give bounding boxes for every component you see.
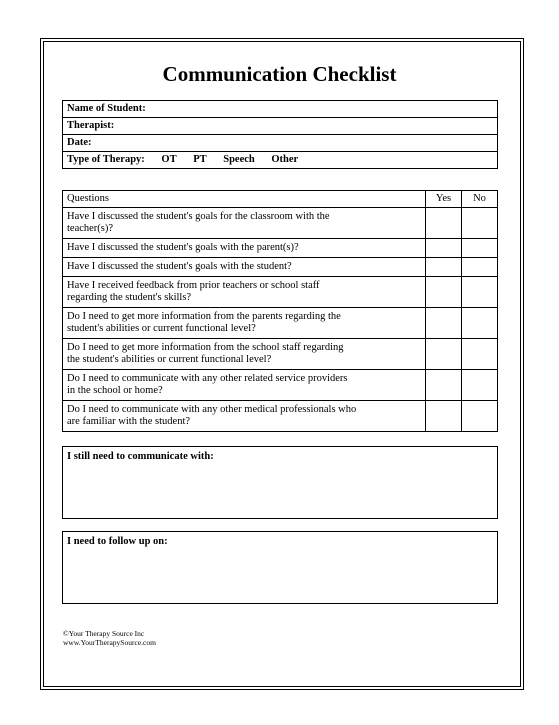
question-text: Do I need to get more information from the parents regarding the student's abilities or current functional level?	[63, 308, 426, 339]
no-checkbox[interactable]	[462, 258, 498, 277]
yes-checkbox[interactable]	[426, 239, 462, 258]
no-checkbox[interactable]	[462, 208, 498, 239]
questions-table	[62, 190, 498, 432]
question-text: Do I need to communicate with any other related service providers in the school or home?	[63, 370, 426, 401]
yes-checkbox[interactable]	[426, 258, 462, 277]
no-checkbox[interactable]	[462, 277, 498, 308]
table-row	[63, 339, 498, 370]
no-checkbox[interactable]	[462, 308, 498, 339]
yes-checkbox[interactable]	[426, 339, 462, 370]
copyright-text: ©Your Therapy Source Inc	[63, 629, 145, 638]
question-text: Have I discussed the student's goals with the parent(s)?	[63, 239, 426, 258]
question-text: Do I need to communicate with any other medical professionals who are familiar with the student?	[63, 401, 426, 432]
page-title: Communication Checklist	[162, 62, 397, 86]
no-checkbox[interactable]	[462, 401, 498, 432]
questions-header: Questions	[63, 191, 426, 208]
copyright-footer	[63, 629, 156, 647]
table-row	[63, 401, 498, 432]
table-row	[63, 308, 498, 339]
therapy-option-other[interactable]: Other	[271, 154, 299, 165]
yes-checkbox[interactable]	[426, 208, 462, 239]
no-checkbox[interactable]	[462, 370, 498, 401]
follow-up-box[interactable]	[62, 531, 498, 604]
no-header: No	[462, 191, 498, 208]
therapy-option-pt[interactable]: PT	[193, 154, 207, 165]
therapist-field[interactable]: Therapist:	[63, 118, 498, 135]
date-field[interactable]: Date:	[63, 135, 498, 152]
communicate-with-label: I still need to communicate with:	[67, 451, 214, 462]
table-row	[63, 258, 498, 277]
no-checkbox[interactable]	[462, 339, 498, 370]
yes-header: Yes	[426, 191, 462, 208]
therapy-option-ot[interactable]: OT	[161, 154, 177, 165]
question-text: Have I discussed the student's goals with the student?	[63, 258, 426, 277]
therapy-option-speech[interactable]: Speech	[223, 154, 255, 165]
question-text: Do I need to get more information from the school staff regarding the student's abilities or current functional level?	[63, 339, 426, 370]
table-row	[63, 239, 498, 258]
yes-checkbox[interactable]	[426, 308, 462, 339]
communicate-with-box[interactable]	[62, 446, 498, 519]
yes-checkbox[interactable]	[426, 277, 462, 308]
no-checkbox[interactable]	[462, 239, 498, 258]
table-row	[63, 370, 498, 401]
table-row	[63, 277, 498, 308]
student-name-field[interactable]: Name of Student:	[63, 101, 498, 118]
follow-up-label: I need to follow up on:	[67, 536, 168, 547]
yes-checkbox[interactable]	[426, 401, 462, 432]
question-text: Have I received feedback from prior teachers or school staff regarding the student's skills?	[63, 277, 426, 308]
yes-checkbox[interactable]	[426, 370, 462, 401]
website-text: www.YourTherapySource.com	[63, 638, 156, 647]
table-row	[63, 208, 498, 239]
student-info-table	[62, 100, 498, 169]
question-text: Have I discussed the student's goals for the classroom with the teacher(s)?	[63, 208, 426, 239]
therapy-type-label: Type of Therapy:	[67, 154, 145, 165]
therapy-type-field	[63, 152, 498, 169]
